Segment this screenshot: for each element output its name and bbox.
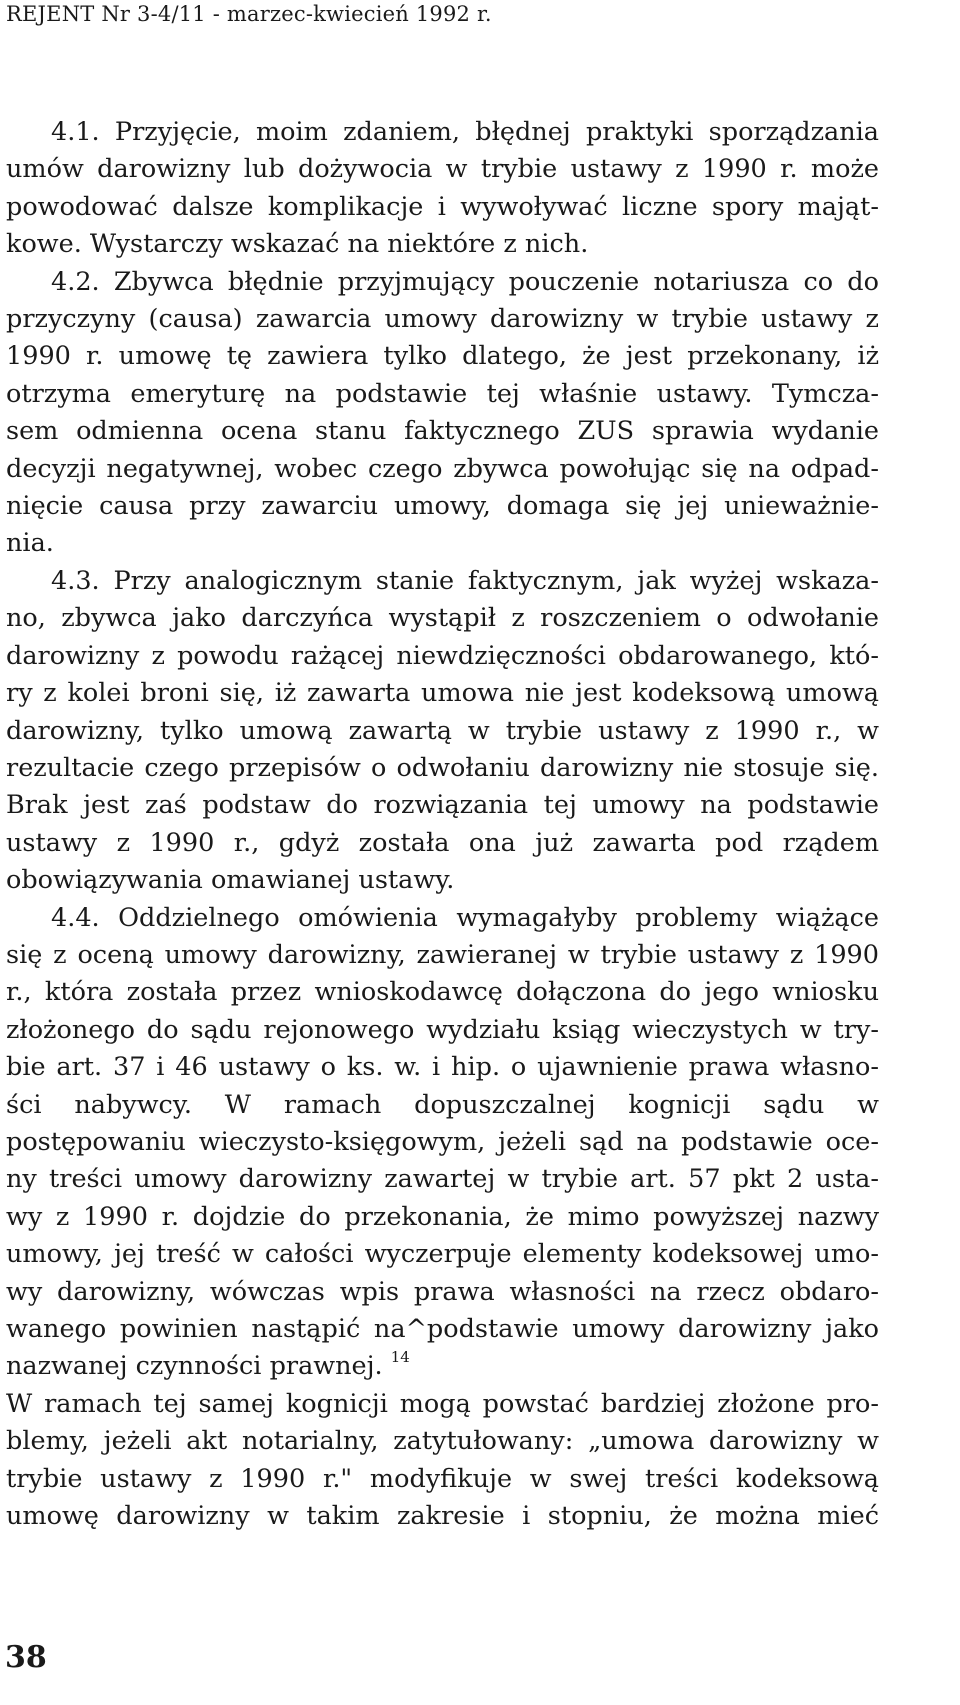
text-line: wy z 1990 r. dojdzie do przekonania, że mimo powyższej nazwy — [6, 1201, 879, 1232]
text-line: 4.1. Przyjęcie, moim zdaniem, błędnej praktyki sporządzania — [51, 117, 879, 147]
text-line: otrzyma emeryturę na podstawie tej właśnie ustawy. Tymcza- — [6, 378, 879, 409]
paragraph-4-3 — [6, 563, 879, 900]
text-line: ści nabywcy. W ramach dopuszczalnej kognicji sądu w — [6, 1089, 879, 1120]
text-line: przyczyny (causa) zawarcia umowy darowizny w trybie ustawy z — [6, 304, 879, 335]
text-line: ustawy z 1990 r., gdyż została ona już zawarta pod rządem — [6, 827, 879, 858]
text-line: sem odmienna ocena stanu faktycznego ZUS sprawia wydanie — [6, 416, 879, 447]
text-line: 4.2. Zbywca błędnie przyjmujący pouczenie notariusza co do — [51, 266, 879, 297]
body-text — [6, 114, 879, 1535]
text-line: złożonego do sądu rejonowego wydziału ksiąg wieczystych w try- — [6, 1014, 879, 1045]
text-line: Brak jest zaś podstaw do rozwiązania tej umowy na podstawie — [6, 790, 879, 821]
text-line-with-footnote — [6, 1348, 879, 1385]
paragraph-4-1 — [6, 114, 879, 264]
text-line: W ramach tej samej kognicji mogą powstać bardziej złożone pro- — [6, 1388, 879, 1419]
text-line: powodować dalsze komplikacje i wywoływać liczne spory mająt- — [6, 191, 879, 222]
text-line: darowizny, tylko umową zawartą w trybie ustawy z 1990 r., w — [6, 715, 879, 746]
text-line: decyzji negatywnej, wobec czego zbywca powołując się na odpad- — [6, 453, 879, 484]
text-line: umowę darowizny w takim zakresie i stopniu, że można mieć — [6, 1501, 879, 1532]
paragraph-4-4 — [6, 900, 879, 1386]
page-number: 38 — [5, 1640, 47, 1675]
text-line: kowe. Wystarczy wskazać na niektóre z nich. — [6, 229, 589, 260]
running-head: REJENT Nr 3-4/11 - marzec-kwiecień 1992 r. — [6, 2, 492, 26]
text-line: nia. — [6, 528, 54, 559]
text-line: postępowaniu wieczysto-księgowym, jeżeli sąd na podstawie oce- — [6, 1126, 879, 1157]
text-line: 4.4. Oddzielnego omówienia wymagałyby problemy wiążące — [51, 902, 879, 933]
text-line: ny treści umowy darowizny zawartej w trybie art. 57 pkt 2 usta- — [6, 1164, 879, 1195]
text-line: rezultacie czego przepisów o odwołaniu darowizny nie stosuje się. — [6, 752, 879, 783]
text-line: no, zbywca jako darczyńca wystąpił z roszczeniem o odwołanie — [6, 603, 879, 634]
text-line: 1990 r. umowę tę zawiera tylko dlatego, że jest przekonany, iż — [6, 341, 879, 372]
text-line: umów darowizny lub dożywocia w trybie ustawy z 1990 r. może — [6, 154, 879, 185]
text-line: trybie ustawy z 1990 r." modyfikuje w swej treści kodeksową — [6, 1463, 879, 1494]
text-line: wanego powinien nastąpić na^podstawie umowy darowizny jako — [6, 1314, 879, 1344]
text-line: ry z kolei broni się, iż zawarta umowa nie jest kodeksową umową — [6, 678, 879, 709]
text-line-content: nazwanej czynności prawnej. — [6, 1351, 383, 1382]
paragraph-4-2 — [6, 264, 879, 563]
text-line: darowizny z powodu rażącej niewdzięczności obdarowanego, któ- — [6, 640, 879, 671]
text-line: nięcie causa przy zawarciu umowy, domaga się jej unieważnie- — [6, 491, 879, 522]
text-line: blemy, jeżeli akt notarialny, zatytułowany: „umowa darowizny w — [6, 1426, 879, 1457]
text-line: r., która została przez wnioskodawcę dołączona do jego wniosku — [6, 977, 879, 1008]
text-line: bie art. 37 i 46 ustawy o ks. w. i hip. o ujawnienie prawa własno- — [6, 1052, 879, 1083]
paragraph-continuation — [6, 1386, 879, 1536]
text-line: się z oceną umowy darowizny, zawieranej w trybie ustawy z 1990 — [6, 939, 879, 970]
text-line: obowiązywania omawianej ustawy. — [6, 865, 455, 896]
text-line: umowy, jej treść w całości wyczerpuje elementy kodeksowej umo- — [6, 1239, 879, 1270]
footnote-reference: 14 — [390, 1348, 410, 1367]
text-line: 4.3. Przy analogicznym stanie faktycznym, jak wyżej wskaza- — [51, 565, 879, 596]
text-line: wy darowizny, wówczas wpis prawa własności na rzecz obdaro- — [6, 1276, 879, 1307]
